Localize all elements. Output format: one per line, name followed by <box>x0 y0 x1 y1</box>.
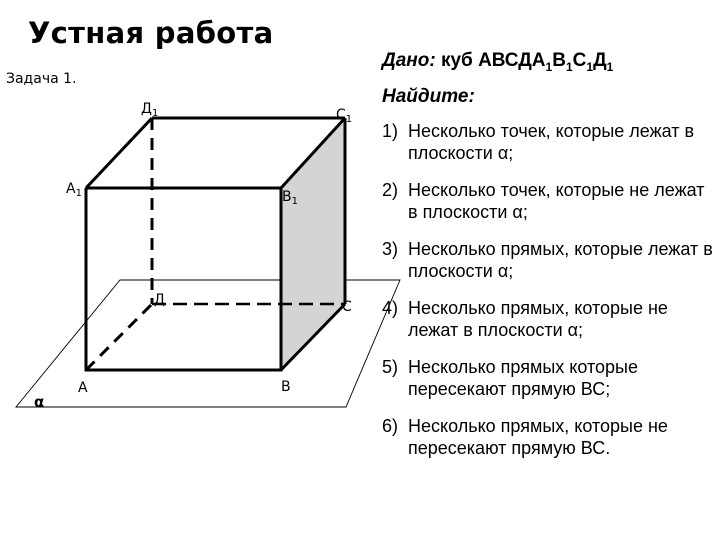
label-A1: $А_1$ <box>66 181 82 199</box>
given-sub: 1 <box>565 59 573 74</box>
given-text-part: куб АВСДА <box>440 50 546 71</box>
question-text: Несколько прямых, которые не лежат в плоскости α; <box>408 298 668 340</box>
edge-A1-D1 <box>86 118 152 188</box>
label-A: А <box>78 380 88 396</box>
task-label: Задача 1. <box>6 71 77 87</box>
question-text: Несколько прямых которые пересекают прямую ВС; <box>408 357 638 399</box>
edge-A-D <box>86 304 152 370</box>
cube-face-right <box>281 118 345 370</box>
question-text: Несколько прямых, которые лежат в плоскости α; <box>408 239 713 281</box>
label-alpha: α <box>34 393 45 411</box>
given-sub: 1 <box>586 59 594 74</box>
given-text-part: С <box>572 50 587 71</box>
question-text: Несколько точек, которые не лежат в плоскости α; <box>408 180 705 222</box>
question-number: 3) <box>382 239 399 259</box>
given-sub: 1 <box>545 59 553 74</box>
label-C1: $С_1$ <box>336 107 353 125</box>
question-text: Несколько точек, которые лежат в плоскости α; <box>408 121 695 163</box>
label-C: С <box>342 299 352 315</box>
question-number: 1) <box>382 121 399 141</box>
find-label: Найдите: <box>382 86 475 107</box>
question-text: Несколько прямых, которые не пересекают прямую ВС. <box>408 416 668 458</box>
question-number: 5) <box>382 357 399 377</box>
question-number: 6) <box>382 416 399 436</box>
given-text-part: Д <box>593 50 607 71</box>
question-number: 2) <box>382 180 399 200</box>
label-D1: $Д_1$ <box>141 101 159 119</box>
label-B1: $В_1$ <box>282 189 298 207</box>
given-text-part: В <box>552 50 566 71</box>
question-number: 4) <box>382 298 399 318</box>
label-D: Д <box>154 292 165 308</box>
given-sub: 1 <box>606 59 614 74</box>
given-label: Дано: <box>382 50 436 71</box>
label-B: В <box>281 379 291 395</box>
page-title: Устная работа <box>28 16 274 50</box>
cube-front-face <box>86 188 281 370</box>
